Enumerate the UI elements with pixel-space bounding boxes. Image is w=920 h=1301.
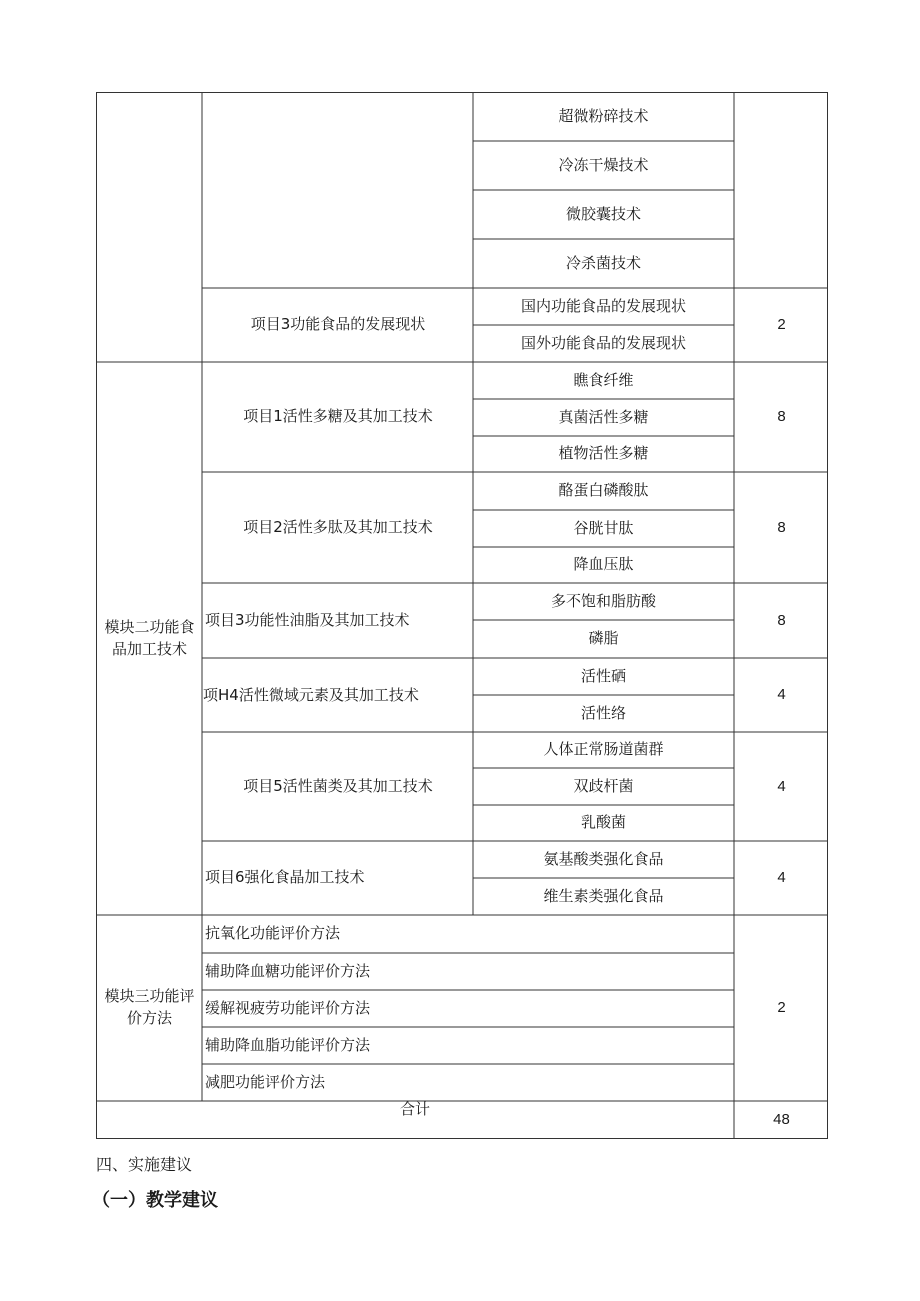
module2-project-item: 瞧食纤维 xyxy=(573,370,634,389)
module2-project-item: 双歧杆菌 xyxy=(573,776,634,795)
module2-project-hours: 4 xyxy=(777,686,786,704)
module2-project-item: 谷胱甘肽 xyxy=(573,518,634,537)
module2-project-hours: 4 xyxy=(777,777,786,795)
module2-project-name: 项目3功能性油脂及其加工技术 xyxy=(205,610,410,629)
module2-project-item: 植物活性多糖 xyxy=(558,444,649,463)
module2-project-item: 维生素类强化食品 xyxy=(543,886,664,905)
module2-project-item: 酪蛋白磷酸肽 xyxy=(558,481,649,500)
module2-project-hours: 8 xyxy=(777,518,786,536)
module2-project-name: 项目5活性菌类及其加工技术 xyxy=(243,776,433,795)
section-heading: 四、实施建议 xyxy=(96,1155,193,1174)
module3-hours: 2 xyxy=(777,999,786,1017)
module2-project-item: 磷脂 xyxy=(588,629,619,648)
technique-freeze-drying: 冷冻干燥技术 xyxy=(558,155,649,174)
module2-project-item: 活性硒 xyxy=(580,666,626,685)
total-hours: 48 xyxy=(773,1111,790,1129)
total-label: 合计 xyxy=(399,1100,430,1119)
module2-project-item: 乳酸菌 xyxy=(580,813,626,832)
module3-item: 减肥功能评价方法 xyxy=(205,1072,326,1091)
module2-project-hours: 8 xyxy=(777,408,786,426)
module3-item: 缓解视疲劳功能评价方法 xyxy=(205,998,371,1017)
module2-name: 模块二功能食品加工技术 xyxy=(104,617,195,658)
module2-project-name: 项H4活性微域元素及其加工技术 xyxy=(203,685,419,704)
subsection-heading: （一）教学建议 xyxy=(92,1190,218,1211)
technique-ultrafine-grinding: 超微粉碎技术 xyxy=(558,106,649,125)
module1-project3-name: 项目3功能食品的发展现状 xyxy=(250,315,426,334)
module3-name: 模块三功能评价方法 xyxy=(104,987,195,1027)
module3-item: 抗氧化功能评价方法 xyxy=(205,924,341,943)
module2-project-name: 项目2活性多肽及其加工技术 xyxy=(243,517,433,536)
module2-project-item: 氨基酸类强化食品 xyxy=(543,849,664,868)
module2-project-hours: 8 xyxy=(777,611,786,629)
module3-item: 辅助降血糖功能评价方法 xyxy=(205,961,371,980)
technique-microencapsulation: 微胶囊技术 xyxy=(565,204,641,223)
course-hours-table xyxy=(96,92,828,1139)
module1-project3-hours: 2 xyxy=(777,316,786,334)
module2-project-name: 项目6强化食晶加工技术 xyxy=(205,868,365,887)
module2-project-hours: 4 xyxy=(777,869,786,887)
module2-project-item: 真菌活性多糖 xyxy=(558,407,649,426)
module2-project-name: 项目1活性多糖及其加工技术 xyxy=(243,407,433,426)
module1-project3-item: 国内功能食品的发展现状 xyxy=(520,296,686,315)
module2-project-item: 人体正常肠道菌群 xyxy=(543,740,664,759)
technique-cold-sterilization: 冷杀菌技术 xyxy=(565,253,641,272)
module2-project-item: 降血压肽 xyxy=(573,555,634,574)
module2-project-item: 多不饱和脂肪酸 xyxy=(550,591,656,610)
module3-item: 辅助降血脂功能评价方法 xyxy=(205,1035,371,1054)
module2-project-item: 活性络 xyxy=(580,703,626,722)
module1-project3-item: 国外功能食品的发展现状 xyxy=(520,333,686,352)
